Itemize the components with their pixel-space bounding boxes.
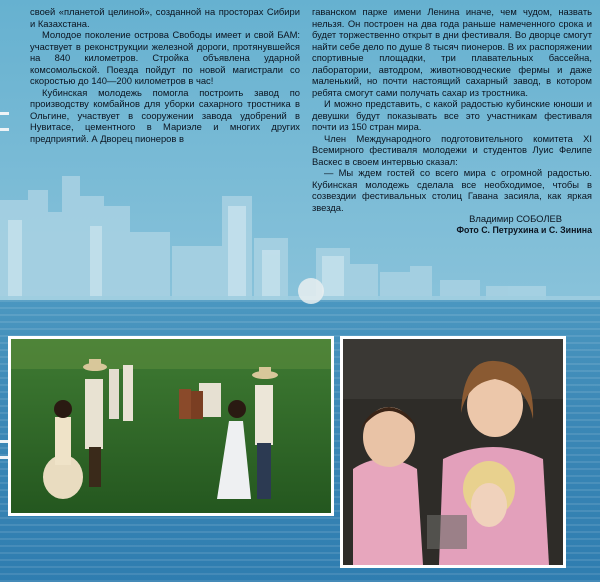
photo-children xyxy=(340,336,566,568)
photo-dancers xyxy=(8,336,334,516)
article-paragraph: своей «планетой целиной», созданной на просторах Сибири и Казахстана. xyxy=(30,6,300,29)
binding-notch xyxy=(0,128,9,131)
photo-credit: Фото С. Петрухина и С. Зинина xyxy=(456,224,592,235)
article-column-left xyxy=(30,6,300,144)
article-author: Владимир СОБОЛЕВ xyxy=(469,213,562,224)
article-paragraph: Член Международного подготовительного комитета XI Всемирного фестиваля молодежи и студентов Луис Фелипе Васкес в своем интервью сказал: xyxy=(312,132,592,167)
stamp-mark xyxy=(298,278,324,304)
article-paragraph: Кубинская молодежь помогла построить завод по производству комбайнов для уборки сахарного тростника в Ольгине, участвует в сооружении завода удобрений в Нувитасе, цементного в Мариэле и многих других предприятий. А Дворец пионеров в xyxy=(30,86,300,144)
article-paragraph: — Мы ждем гостей со всего мира с огромной радостью. Кубинская молодежь сделала все необходимое, чтобы в созвездии фестивальных столиц Гавана засияла, как яркая звезда. xyxy=(312,167,592,213)
children-illustration xyxy=(343,339,563,565)
dancers-illustration xyxy=(11,339,331,513)
article-paragraph: Молодое поколение острова Свободы имеет и свой БАМ: участвует в реконструкции железной дороги, протянувшейся на 840 километров. Стройка объявлена ударной комсомольской. Поезда пойдут по новой магистрали со скоростью до 140—200 километров в час! xyxy=(30,29,300,86)
binding-notch xyxy=(0,112,9,115)
article-column-right xyxy=(312,6,592,236)
article-paragraph: И можно представить, с какой радостью кубинские юноши и девушки будут показывать все это участникам фестиваля почти из 150 стран мира. xyxy=(312,98,592,132)
article-paragraph: гаванском парке имени Ленина иначе, чем чудом, назвать нельзя. Он построен на два года раньше намеченного срока и будет торжественно открыт в дни фестиваля. Во дворце смогут найти себе дело по душе 8 тысяч пионеров. В их распоряжении спортивные площадки, три плавательных бассейна, лаборатории, автодром, животноводческие фермы и даже маленький, но почти настоящий сахарный завод, в котором ребята смогут сами получать сахар из тростника. xyxy=(312,6,592,98)
